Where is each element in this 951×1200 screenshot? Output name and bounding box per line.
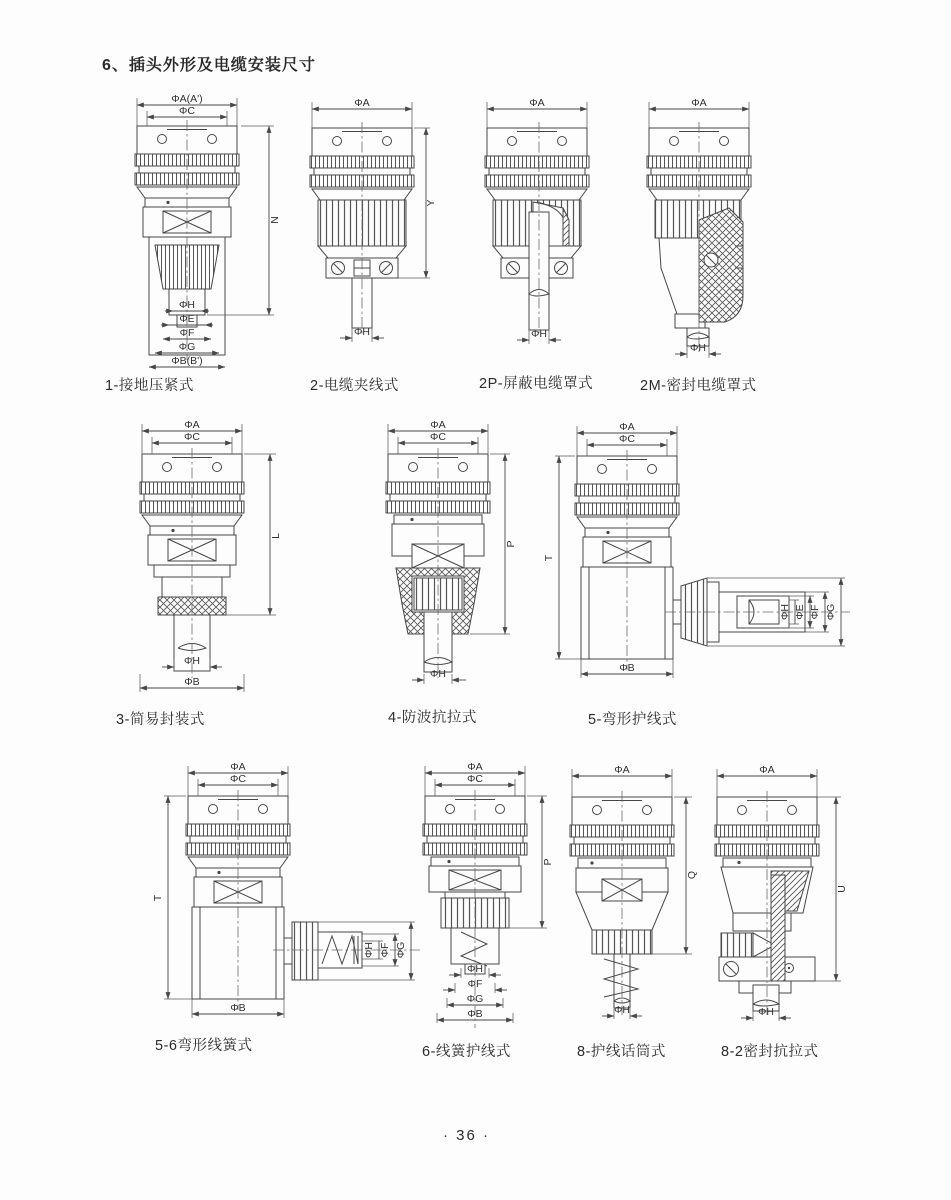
dim-label: ΦB [184,676,200,688]
figure-5-caption: 3-简易封装式 [116,712,205,728]
dimension-phiH [741,1006,791,1021]
figure-1-caption: 1-接地压紧式 [105,378,194,394]
dimension-phiH [412,668,466,684]
dim-label: Y [425,199,437,207]
shield-cover-body [487,189,587,330]
dim-label: ΦG [825,603,837,621]
dim-label: ΦF [467,978,483,990]
dim-label: ΦA [759,764,775,776]
dimension-phiA [487,97,587,128]
figure-5-drawing [118,418,290,706]
dim-label: ΦC [179,105,195,117]
dim-label: ΦH [779,604,791,620]
dim-label: ΦC [184,431,200,443]
dim-label: ΦH [363,942,375,958]
figure-8-drawing [148,760,433,1036]
dim-label: ΦG [466,993,484,1005]
figure-7-caption: 5-弯形护线式 [588,712,677,728]
elbow-body [192,907,362,999]
dim-label: ΦF [179,327,195,339]
dim-label: ΦG [178,341,196,353]
dim-label: P [542,858,554,866]
figure-4-caption: 2M-密封电缆罩式 [640,378,757,394]
dim-label: ΦB(B') [171,355,203,367]
figure-8-caption: 5-6弯形线簧式 [155,1038,253,1054]
figure-2-drawing [300,96,435,346]
dim-label: ΦH [758,1006,774,1018]
figure-3-caption: 2P-屏蔽电缆罩式 [479,376,594,392]
figure-6-drawing [372,418,520,706]
figure-10-caption: 8-护线话筒式 [577,1044,666,1060]
dim-label: ΦH [430,668,446,680]
page-number: · 36 · [443,1127,491,1144]
dimension-phiH [340,326,384,342]
dim-label: ΦA [230,761,246,773]
dim-label: ΦC [230,773,246,785]
dim-label: ΦH [690,342,706,354]
figure-2-caption: 2-电缆夹线式 [310,378,399,394]
figure-11-drawing [695,763,855,1025]
dim-label: T [543,554,555,562]
dim-label: Q [686,870,698,880]
dim-label: ΦB [230,1002,246,1014]
dim-label: ΦA [619,421,635,433]
figure-9-caption: 6-线簧护线式 [422,1044,511,1060]
dim-label: ΦA [184,419,200,431]
dim-label: ΦH [467,963,483,975]
figure-7-drawing [545,420,855,692]
dim-label: T [152,894,164,902]
dim-label: ΦH [614,1004,630,1016]
figure-3-drawing [475,96,610,348]
dim-label: ΦE [794,604,806,620]
dim-label: ΦH [531,328,547,340]
dim-label: L [270,533,282,539]
dim-label: ΦA [691,97,707,109]
dim-label: ΦF [379,942,391,958]
dim-label: ΦA [354,97,370,109]
figure-6-caption: 4-防波抗拉式 [388,710,477,726]
dim-label: ΦE [179,313,195,325]
figure-9-drawing [413,760,555,1042]
dim-label: ΦA(A') [171,93,203,105]
dim-label: P [505,540,517,548]
dim-label: ΦA [430,419,446,431]
dim-label: N [269,216,281,224]
dim-label: ΦH [184,655,200,667]
page-title: 6、插头外形及电缆安装尺寸 [102,57,316,74]
dim-label: ΦB [467,1008,483,1020]
dimension-U [815,797,848,981]
dim-label: ΦG [395,941,407,959]
figure-4-drawing [635,96,775,364]
dim-label: ΦH [354,326,370,338]
dim-label: ΦC [467,773,483,785]
dimension-phiH [675,342,721,358]
dim-label: ΦC [619,433,635,445]
dim-label: ΦA [529,97,545,109]
dim-label: ΦF [809,604,821,620]
dim-label: U [836,885,848,893]
figure-11-caption: 8-2密封抗拉式 [721,1044,819,1060]
dim-label: ΦB [619,662,635,674]
dim-label: ΦA [614,764,630,776]
figure-1-drawing [128,92,288,380]
figure-10-drawing [558,763,700,1025]
elbow-body [581,567,805,659]
dimension-phiH [517,328,561,344]
dim-label: ΦA [467,761,483,773]
dim-label: ΦH [179,299,195,311]
dim-label: ΦC [430,431,446,443]
